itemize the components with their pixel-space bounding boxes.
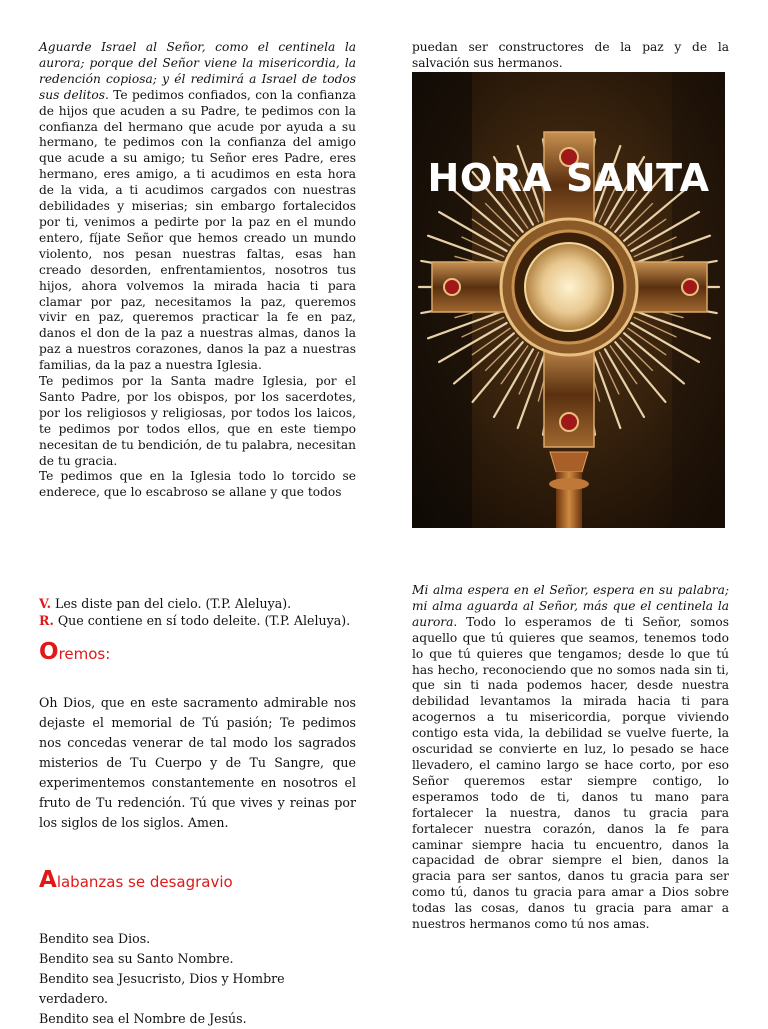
response-text: Que contiene en sí todo deleite. (T.P. Aleluya).	[53, 613, 351, 628]
versicle-marker: V.	[39, 596, 51, 611]
cover-title: HORA SANTA	[427, 156, 710, 200]
versicle	[39, 595, 356, 612]
psalm-quote: Aguarde Israel al Señor, como el centinela la aurora; porque del Señor viene la misericordia, la redención copiosa; y él redimirá a Israel de todos sus delitos.	[39, 40, 356, 102]
praise-line: Bendito sea Dios.	[39, 930, 151, 946]
monstrance-illustration	[412, 72, 725, 528]
liturgy-column	[39, 595, 356, 1029]
psalm-quote-2: Mi alma espera en el Señor, espera en su palabra; mi alma aguarda al Señor, más que el centinela la aurora	[412, 583, 729, 629]
versicle-text: Les diste pan del cielo. (T.P. Aleluya).	[50, 596, 292, 611]
hope-body: . Todo lo esperamos de ti Señor, somos aquello que tú quieres que seamos, tenemos todo lo que tú quieres que tengamos; desde lo que tú has hecho, reconociendo que no somos nada sin ti, que sin ti nada podemos hacer, desde nuestra debilidad levantamos la mirada hacia ti para acogernos a tu misericordia, porque viviendo contigo esta vida, la debilidad se vuelve fuerte, la oscuridad se convierte en luz, lo pesado se hace llevadero, el camino largo se hace corto, por eso Señor queremos estar siempre contigo, lo esperamos todo de ti, danos tu mano para fortalecer la nuestra, danos tu gracia para fortalecer nuestra corazón, danos la fe para caminar siempre hacia tu encuentro, danos la capacidad de obrar siempre el bien, danos la gracia para ser santos, danos tu gracia para ser como tú, danos tu gracia para amar a Dios sobre todas las cosas, danos tu gracia para amar a nuestros hermanos como tú nos amas.	[412, 614, 729, 932]
oremos-heading: Oremos:	[39, 639, 111, 665]
praise-line: Bendito sea su Santo Nombre.	[39, 950, 234, 966]
unity-paragraph: Te pedimos que en la Iglesia todo lo torcido se enderece, que lo escabroso se allane y que todos	[39, 469, 356, 500]
intro-paragraph	[39, 40, 356, 374]
hope-paragraph	[412, 583, 729, 933]
response	[39, 612, 356, 629]
cover-image	[412, 72, 725, 528]
intro-column	[39, 40, 356, 501]
closing-prayer: Oh Dios, que en este sacramento admirable nos dejaste el memorial de Tú pasión; Te pedimos nos concedas venerar de tal modo los sagrados misterios de Tu Cuerpo y de Tu Sangre, que experimentemos constantemente en nosotros el fruto de Tu redención. Tú que vives y reinas por los siglos de los siglos. Amen.	[39, 694, 356, 830]
response-marker: R.	[39, 613, 54, 628]
continuation-text: puedan ser constructores de la paz y de la salvación sus hermanos.	[412, 40, 729, 70]
intro-body: Te pedimos confiados, con la confianza de hijos que acuden a su Padre, te pedimos con la confianza del hermano que acude por ayuda a su hermano, te pedimos con la confianza del amigo que acude a su amigo; tu Señor eres Padre, eres hermano, eres amigo, a ti acudimos en esta hora de la vida, a ti acudimos cargados con nuestras debilidades y miserias; sin embargo fortalecidos por ti, venimos a pedirte por la paz en el mundo entero, fíjate Señor que hemos creado un mundo violento, nos pesan nuestras faltas, esas han creado desorden, enfrentamientos, nosotros tus hijos, ahora volvemos la mirada hacia ti para clamar por paz, necesitamos la paz, queremos vivir en paz, queremos practicar la fe en paz, danos el don de la paz a nuestras almas, danos la paz a nuestros corazones, danos la paz a nuestras familias, da la paz a nuestra Iglesia.	[39, 87, 357, 373]
alabanzas-heading: Alabanzas se desagravio	[39, 866, 233, 893]
praises-list	[39, 929, 356, 1029]
praise-line: Bendito sea el Nombre de Jesús.	[39, 1010, 247, 1026]
church-paragraph: Te pedimos por la Santa madre Iglesia, por el Santo Padre, por los obispos, por los sacerdotes, por los religiosos y religiosas, por todos los laicos, te pedimos por todos ellos, que en este tiempo necesitan de tu bendición, de tu palabra, necesitan de tu gracia.	[39, 374, 356, 468]
hope-column	[412, 583, 729, 933]
praise-line: Bendito sea Jesucristo, Dios y Hombre verdadero.	[39, 970, 285, 1006]
continuation-column	[412, 40, 729, 72]
